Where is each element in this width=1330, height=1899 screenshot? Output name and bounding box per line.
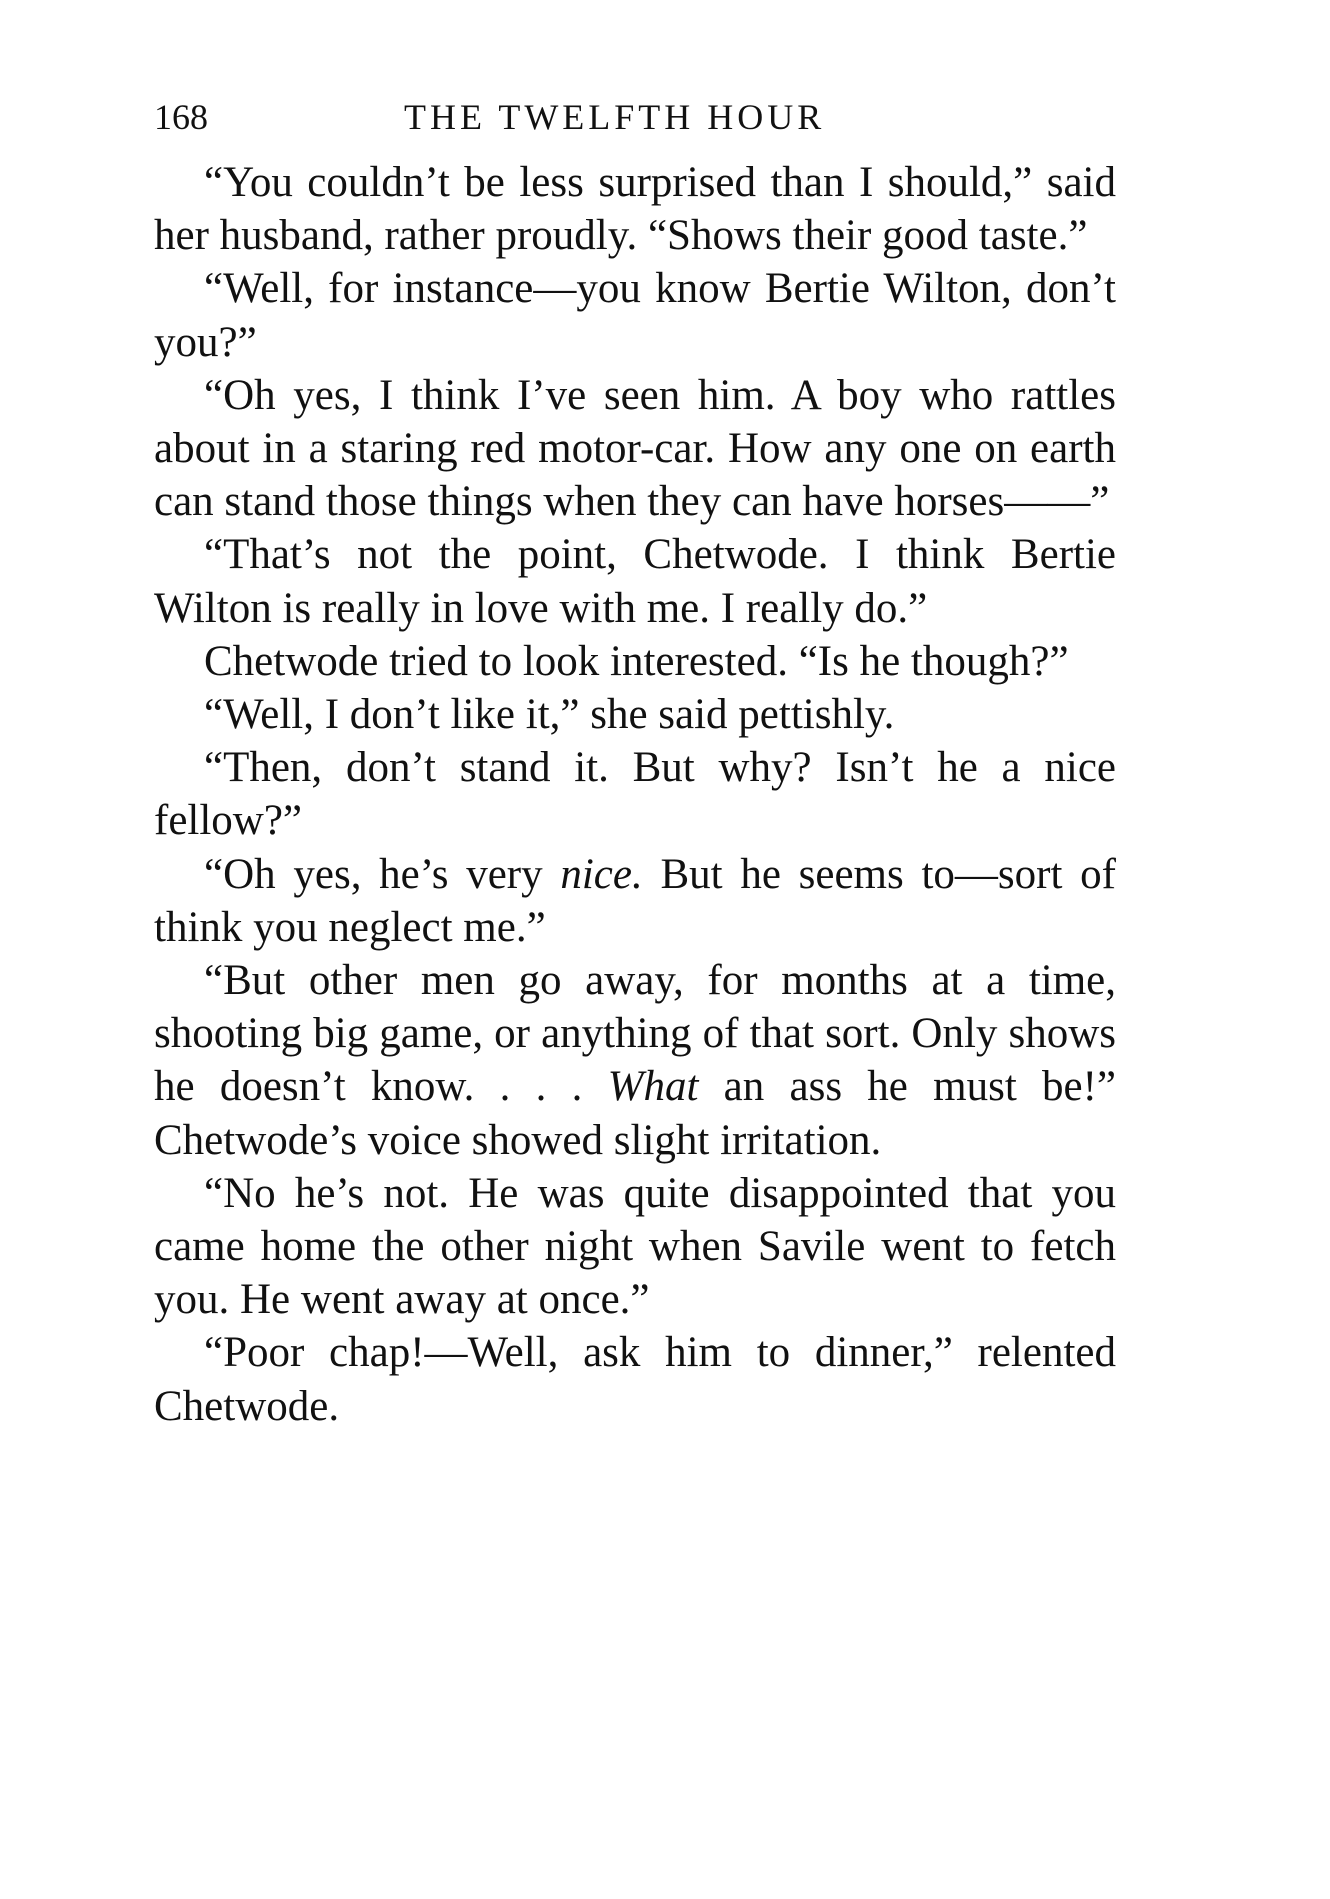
paragraph	[154, 741, 1116, 847]
text-segment: “Well, I don’t like it,” she said pettishly.	[204, 691, 895, 739]
text-segment: “Well, for instance—you know Bertie Wilton, don’t you?”	[154, 265, 1116, 366]
paragraph	[154, 688, 1116, 741]
text-segment: Chetwode tried to look interested. “Is he though?”	[204, 637, 1069, 685]
text-segment: “But other men go away, for months at a time, shooting big game, or anything of that sort. Only shows he doesn’t know. . . .	[154, 957, 1116, 1111]
text-segment: “You couldn’t be less surprised than I should,” said her husband, rather proudly. “Shows their good taste.”	[154, 159, 1116, 260]
paragraph	[154, 954, 1116, 1167]
paragraph	[154, 1167, 1116, 1327]
paragraph	[154, 528, 1116, 634]
paragraph	[154, 156, 1116, 262]
paragraph	[154, 369, 1116, 529]
text-segment: “Oh yes, I think I’ve seen him. A boy who rattles about in a staring red motor-car. How any one on earth can stand those things when they can have horses——”	[154, 371, 1116, 526]
text-segment: “No he’s not. He was quite disappointed that you came home the other night when Savile went to fetch you. He went away at once.”	[154, 1169, 1116, 1324]
text-segment: “Poor chap!—Well, ask him to dinner,” relented Chetwode.	[154, 1329, 1116, 1430]
paragraph	[154, 635, 1116, 688]
page-number: 168	[154, 97, 208, 137]
italic-text-segment: nice.	[560, 850, 643, 898]
paragraph	[154, 848, 1116, 954]
text-segment: “Then, don’t stand it. But why? Isn’t he a nice fellow?”	[154, 744, 1116, 845]
running-head	[154, 92, 1114, 142]
paragraph	[154, 1326, 1116, 1432]
body-text	[154, 156, 1116, 1433]
italic-text-segment: What	[607, 1063, 699, 1111]
text-segment: “That’s not the point, Chetwode. I think Bertie Wilton is really in love with me. I really do.”	[154, 531, 1116, 632]
text-segment: an ass he must be!” Chetwode’s voice showed slight irritation.	[154, 1063, 1116, 1164]
text-segment: “Oh yes, he’s very	[204, 850, 561, 898]
text-segment: But he seems to—sort of think you neglect me.”	[154, 850, 1116, 951]
book-title: THE TWELFTH HOUR	[404, 97, 826, 137]
paragraph	[154, 262, 1116, 368]
